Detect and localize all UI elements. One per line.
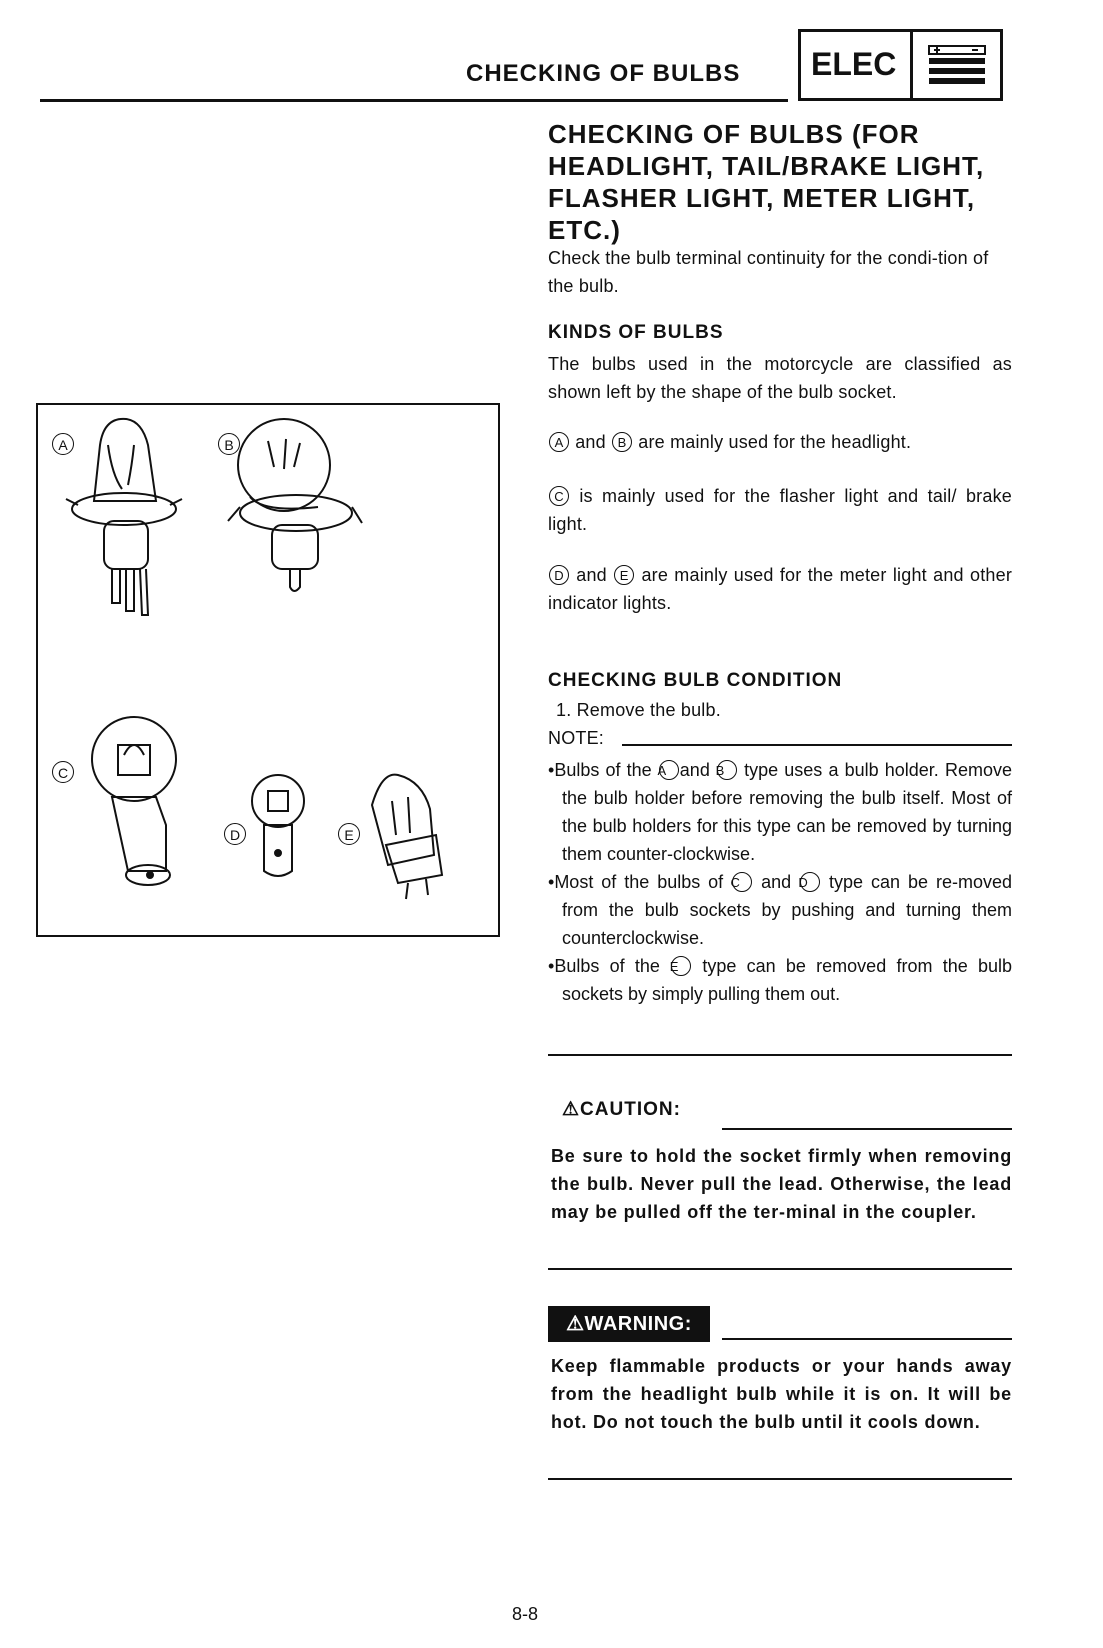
bulb-drawings [38, 405, 498, 935]
bulb-a-drawing [66, 419, 182, 615]
figure-label-b: B [218, 433, 240, 455]
battery-icon [927, 44, 987, 88]
label-c: C [549, 486, 569, 506]
page-header-title: CHECKING OF BULBS [466, 60, 741, 87]
note-rule [622, 744, 1012, 746]
page-number: 8-8 [512, 1604, 539, 1624]
figure-label-d: D [224, 823, 246, 845]
figure-label-c: C [52, 761, 74, 783]
bulb-d-drawing [252, 775, 304, 876]
warning-icon: ⚠ [566, 1313, 585, 1335]
label-a: A [549, 432, 569, 452]
condition-heading: CHECKING BULB CONDITION [548, 670, 843, 691]
section-tab [798, 29, 1003, 101]
caution-icon: ⚠ [562, 1099, 581, 1120]
bulb-figure [36, 403, 500, 937]
step-1: 1. Remove the bulb. [556, 700, 721, 720]
label-d: D [549, 565, 569, 585]
kinds-heading: KINDS OF BULBS [548, 322, 724, 343]
bulb-c-drawing [92, 717, 176, 885]
kinds-ab-line: A and B are mainly used for the headlight. [548, 428, 1012, 456]
note-bullet: •Bulbs of the E type can be removed from the bulb sockets by simply pulling them out. [548, 956, 1012, 1004]
warning-badge: ⚠WARNING: [548, 1306, 710, 1342]
caution-rule [722, 1128, 1012, 1130]
kinds-c-line: C is mainly used for the flasher light and tail/ brake light. [548, 486, 1012, 534]
section-label: ELEC [811, 46, 897, 82]
header-rule [40, 99, 788, 102]
label-e: E [614, 565, 634, 585]
warning-text: Keep flammable products or your hands away from the headlight bulb while it is on. It will be hot. Do not touch the bulb until it cools down. [551, 1356, 1012, 1432]
bulb-e-drawing [372, 775, 442, 899]
note-bullets [548, 756, 1012, 1008]
main-heading: CHECKING OF BULBS (FOR HEADLIGHT, TAIL/BRAKE LIGHT, FLASHER LIGHT, METER LIGHT, ETC.) [548, 119, 985, 245]
kinds-text: The bulbs used in the motorcycle are classified as shown left by the shape of the bulb socket. [548, 354, 1012, 402]
caution-label: ⚠CAUTION: [562, 1099, 681, 1120]
section-divider [910, 32, 913, 98]
warning-rule [722, 1338, 1012, 1340]
label-b: B [612, 432, 632, 452]
note-end-rule [548, 1054, 1012, 1056]
caution-text: Be sure to hold the socket firmly when removing the bulb. Never pull the lead. Otherwise, the lead may be pulled off the ter-minal in the coupler. [551, 1146, 1012, 1222]
figure-label-e: E [338, 823, 360, 845]
caution-end-rule [548, 1268, 1012, 1270]
note-bullet: •Most of the bulbs of C and D type can be re-moved from the bulb sockets by pushing and turning them counterclockwise. [548, 872, 1012, 948]
bulb-b-drawing [228, 419, 362, 591]
note-bullet: •Bulbs of the A and B type uses a bulb holder. Remove the bulb holder before removing the bulb itself. Most of the bulb holders for this type can be removed by turning them counter-clockwise. [548, 760, 1012, 864]
warning-end-rule [548, 1478, 1012, 1480]
figure-label-a: A [52, 433, 74, 455]
note-label: NOTE: [548, 728, 605, 748]
kinds-de-line: D and E are mainly used for the meter light and other indicator lights. [548, 565, 1013, 613]
intro-text: Check the bulb terminal continuity for the condi-tion of the bulb. [548, 248, 989, 296]
